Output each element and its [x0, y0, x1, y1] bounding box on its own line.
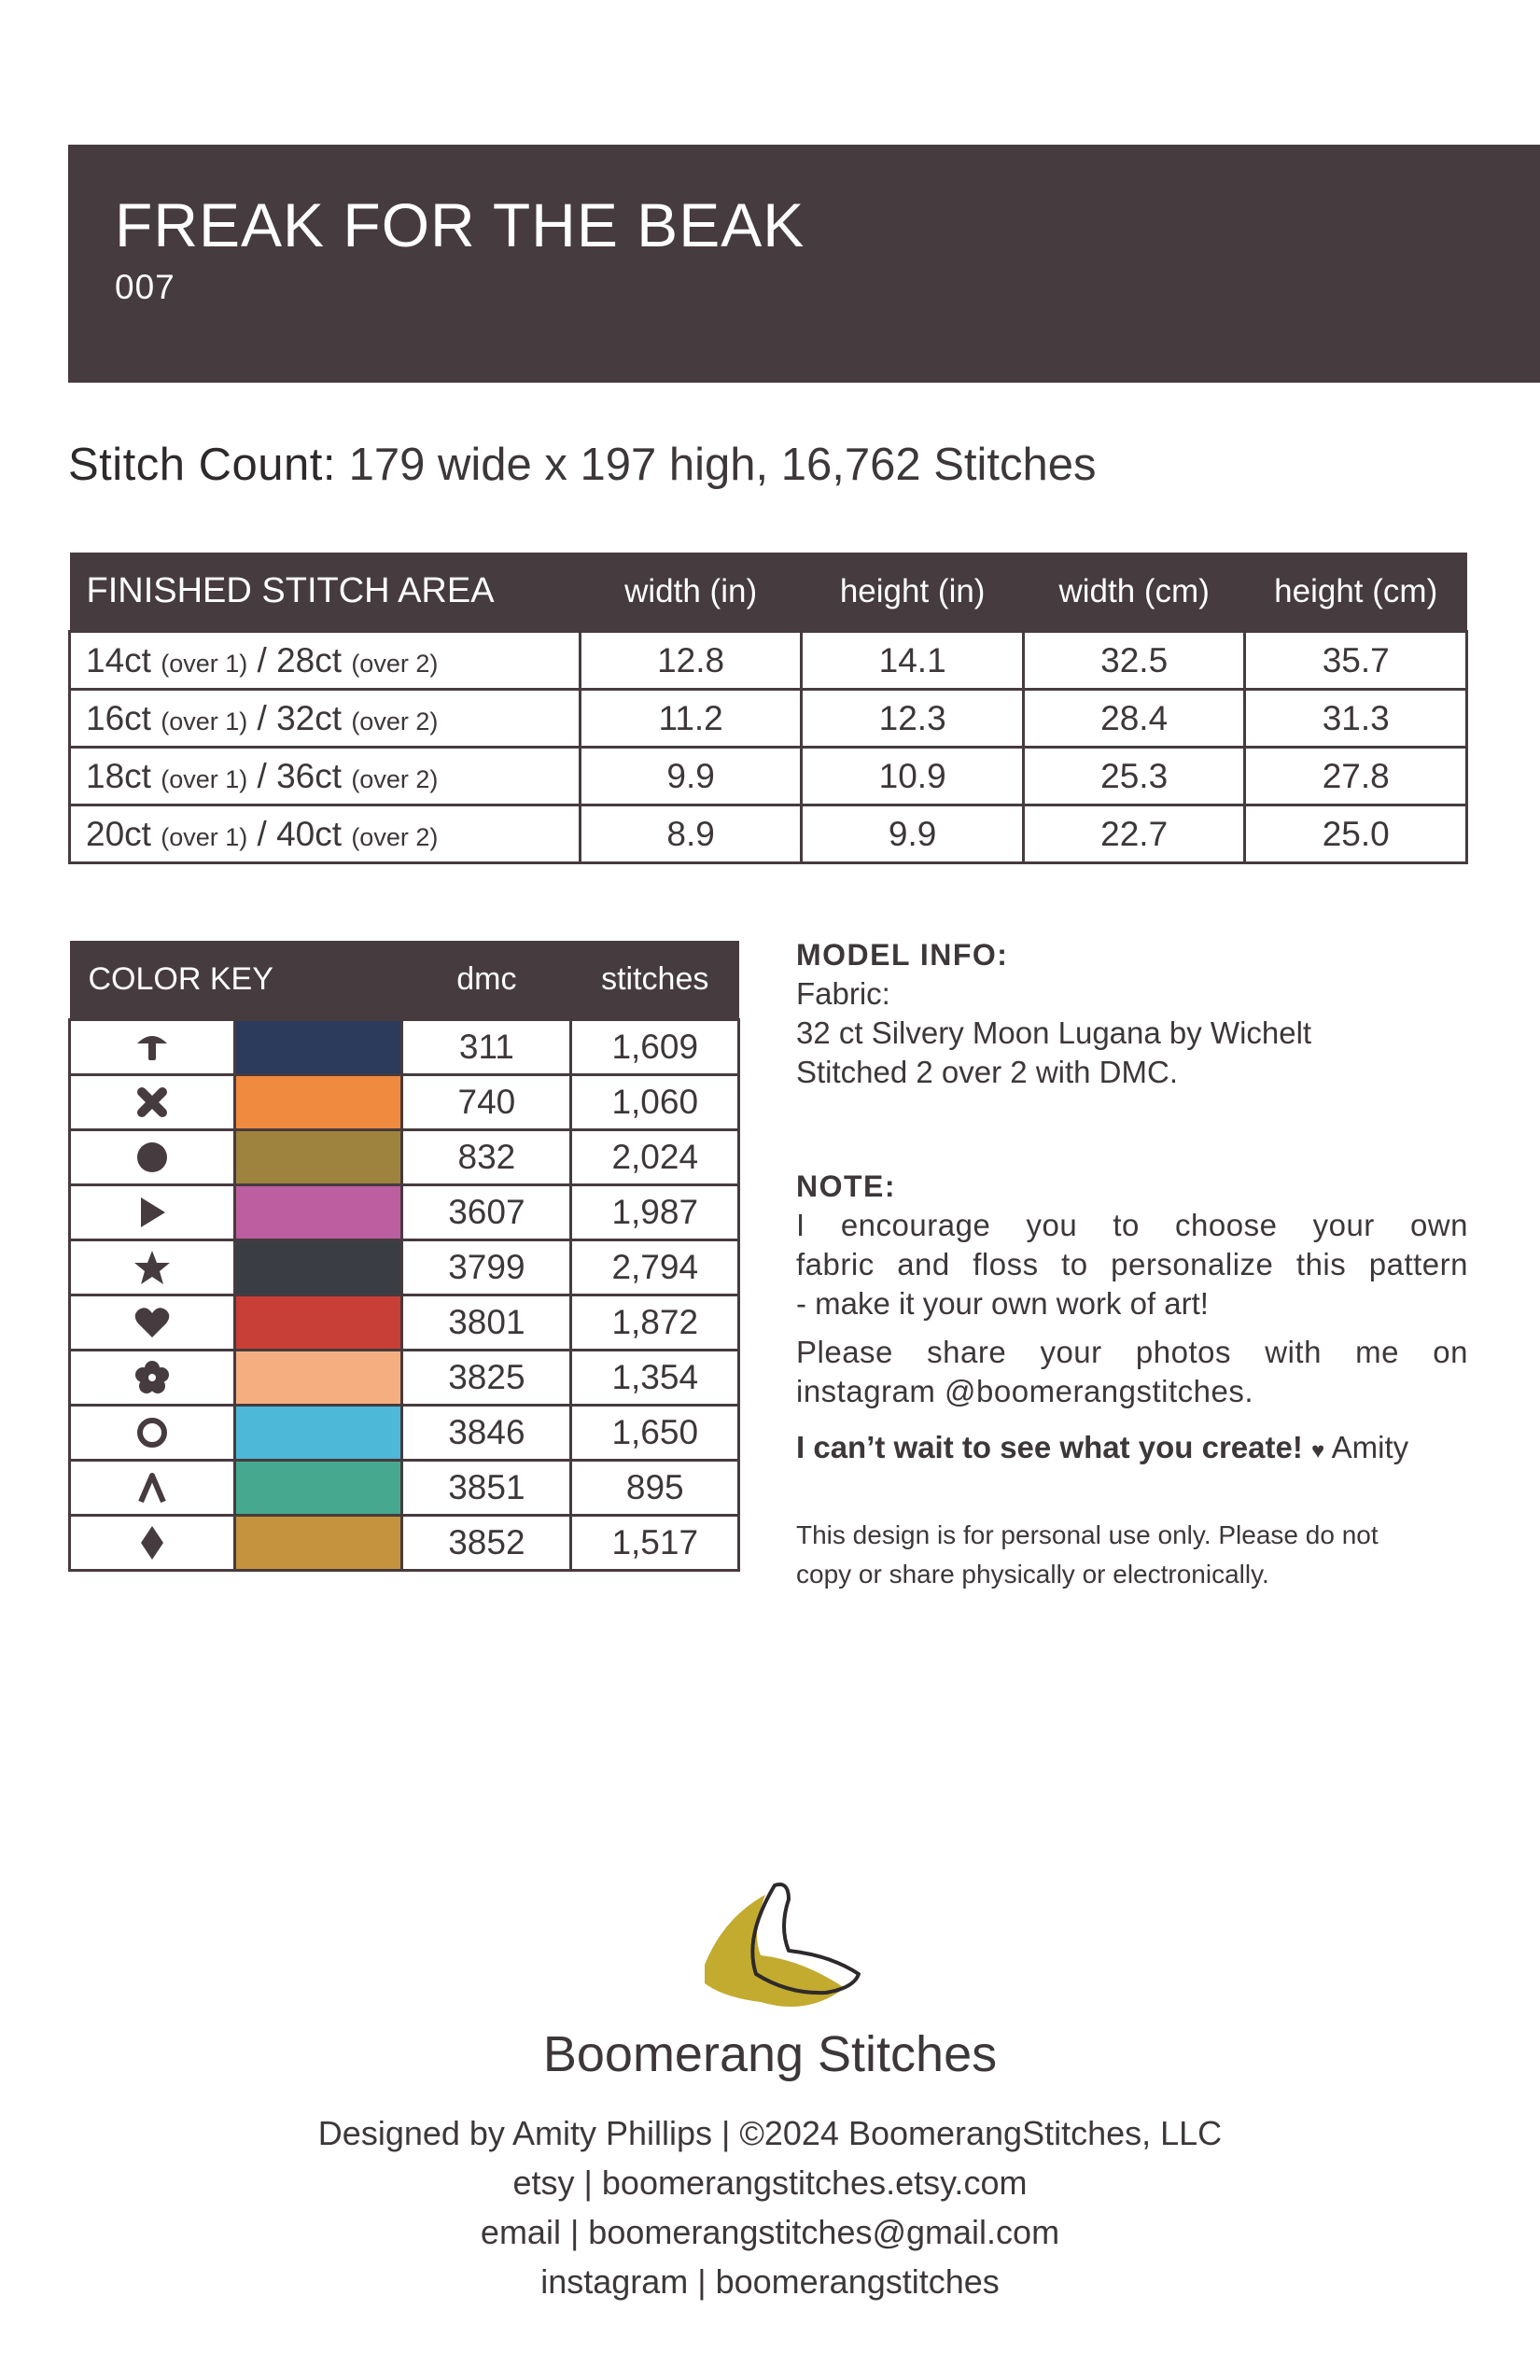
dmc-cell: 3852 — [402, 1516, 571, 1571]
fabric-line: 32 ct Silvery Moon Lugana by Wichelt — [796, 1015, 1312, 1050]
column-header: COLOR KEY — [70, 941, 402, 1020]
table-row — [70, 1351, 739, 1406]
width-cm-cell: 22.7 — [1023, 805, 1245, 863]
caret-up-icon — [70, 1461, 235, 1516]
column-header: stitches — [571, 941, 739, 1020]
pattern-title: FREAK FOR THE BEAK — [115, 190, 805, 259]
table-row — [70, 632, 1467, 690]
color-swatch — [235, 1461, 402, 1516]
note-line: fabric and floss to personalize this pattern — [796, 1247, 1468, 1281]
stitches-cell: 1,060 — [571, 1075, 739, 1130]
over-note: (over 1) — [161, 649, 248, 678]
ct-value: 14ct — [86, 640, 151, 679]
dmc-cell: 3799 — [402, 1240, 571, 1295]
info-column — [796, 935, 1468, 1594]
table-row — [70, 1240, 739, 1295]
height-cm-cell: 27.8 — [1245, 748, 1467, 805]
separator: / — [247, 698, 277, 737]
height-in-cell: 9.9 — [802, 805, 1024, 863]
ring-icon — [70, 1406, 235, 1461]
column-header: dmc — [402, 941, 571, 1020]
diamond-icon — [70, 1516, 235, 1571]
ct-value: 16ct — [86, 698, 151, 737]
over-note: (over 2) — [351, 649, 439, 678]
height-cm-cell: 31.3 — [1245, 690, 1467, 748]
swatch-fill — [236, 1131, 400, 1183]
cross-icon — [70, 1075, 235, 1130]
brand-name: Boomerang Stitches — [542, 2026, 998, 2082]
color-swatch — [235, 1240, 402, 1295]
table-header-row — [70, 941, 739, 1020]
stitches-cell: 1,650 — [571, 1406, 739, 1461]
closing-bold: I can’t wait to see what you create! — [796, 1430, 1303, 1464]
column-header: height (in) — [802, 553, 1024, 632]
note-heading: NOTE: — [796, 1169, 897, 1203]
ct-value: 40ct — [276, 814, 343, 853]
table-row — [70, 690, 1467, 748]
stitched-line: Stitched 2 over 2 with DMC. — [796, 1055, 1178, 1089]
dmc-cell: 740 — [402, 1075, 571, 1130]
share-line: instagram @boomerangstitches. — [796, 1374, 1254, 1408]
width-cm-cell: 32.5 — [1023, 632, 1245, 690]
stitches-cell: 1,354 — [571, 1351, 739, 1406]
color-swatch — [235, 1406, 402, 1461]
height-cm-cell: 35.7 — [1245, 632, 1467, 690]
table-row — [70, 1516, 739, 1571]
height-in-cell: 14.1 — [802, 632, 1024, 690]
width-cm-cell: 25.3 — [1023, 748, 1245, 805]
stitches-cell: 1,517 — [571, 1516, 739, 1571]
closing-line — [796, 1428, 1468, 1471]
column-header: height (cm) — [1245, 553, 1467, 632]
heart-icon — [70, 1295, 235, 1351]
dmc-cell: 3825 — [402, 1351, 571, 1406]
swatch-fill — [236, 1241, 400, 1294]
stitches-cell: 2,024 — [571, 1130, 739, 1185]
swatch-fill — [236, 1351, 400, 1404]
color-swatch — [235, 1130, 402, 1185]
color-swatch — [235, 1295, 402, 1351]
stitch-count — [68, 439, 1097, 491]
swatch-fill — [236, 1021, 400, 1073]
column-header: FINISHED STITCH AREA — [70, 553, 581, 632]
width-in-cell: 12.8 — [580, 632, 802, 690]
stitches-cell: 2,794 — [571, 1240, 739, 1295]
signature-name: Amity — [1331, 1430, 1409, 1464]
ct-value: 20ct — [86, 814, 151, 853]
swatch-fill — [236, 1186, 400, 1239]
dmc-cell: 3851 — [402, 1461, 571, 1516]
height-in-cell: 10.9 — [802, 748, 1024, 805]
mushroom-icon — [70, 1020, 235, 1075]
circle-icon — [70, 1130, 235, 1185]
color-swatch — [235, 1351, 402, 1406]
column-header: width (cm) — [1023, 553, 1245, 632]
color-key-table — [68, 941, 740, 1572]
over-note: (over 2) — [351, 707, 439, 735]
height-cm-cell: 25.0 — [1245, 805, 1467, 863]
table-row — [70, 1075, 739, 1130]
stitches-cell: 1,609 — [571, 1020, 739, 1075]
fabric-count-cell — [70, 690, 581, 748]
over-note: (over 1) — [161, 707, 248, 735]
height-in-cell: 12.3 — [802, 690, 1024, 748]
ct-value: 36ct — [276, 756, 343, 795]
fabric-count-cell — [70, 748, 581, 805]
width-in-cell: 9.9 — [580, 748, 802, 805]
flower-icon — [70, 1351, 235, 1406]
table-row — [70, 1020, 739, 1075]
instagram-link: instagram | boomerangstitches — [540, 2262, 1000, 2301]
dmc-cell: 3607 — [402, 1185, 571, 1240]
title-banner — [68, 145, 1540, 383]
separator: / — [247, 814, 277, 853]
note-line: - make it your own work of art! — [796, 1286, 1209, 1321]
fabric-count-cell — [70, 805, 581, 863]
color-swatch — [235, 1516, 402, 1571]
stitches-cell: 895 — [571, 1461, 739, 1516]
column-header: width (in) — [580, 553, 802, 632]
dmc-cell: 832 — [402, 1130, 571, 1185]
table-row — [70, 1130, 739, 1185]
pattern-number: 007 — [115, 268, 175, 306]
width-in-cell: 11.2 — [580, 690, 802, 748]
swatch-fill — [236, 1076, 400, 1128]
star-icon — [70, 1240, 235, 1295]
finished-stitch-area-table — [68, 553, 1468, 864]
table-row — [70, 1185, 739, 1240]
table-header-row — [70, 553, 1467, 632]
separator: / — [247, 640, 277, 679]
swatch-fill — [236, 1296, 400, 1349]
table-row — [70, 748, 1467, 805]
table-row — [70, 1406, 739, 1461]
stitch-count-value: 179 wide x 197 high, 16,762 Stitches — [348, 440, 1097, 490]
ct-value: 32ct — [276, 698, 343, 737]
share-line: Please share your photos with me on — [796, 1335, 1468, 1369]
stitches-cell: 1,872 — [571, 1295, 739, 1351]
dmc-cell: 3846 — [402, 1406, 571, 1461]
dmc-cell: 311 — [402, 1020, 571, 1075]
fabric-label: Fabric: — [796, 976, 890, 1011]
separator: / — [247, 756, 277, 795]
stitches-cell: 1,987 — [571, 1185, 739, 1240]
swatch-fill — [236, 1517, 400, 1569]
width-in-cell: 8.9 — [580, 805, 802, 863]
color-swatch — [235, 1020, 402, 1075]
over-note: (over 2) — [351, 764, 439, 793]
table-row — [70, 1295, 739, 1351]
disclaimer-line: This design is for personal use only. Please do not — [796, 1520, 1379, 1549]
over-note: (over 1) — [161, 764, 248, 793]
ct-value: 18ct — [86, 756, 151, 795]
color-swatch — [235, 1185, 402, 1240]
table-row — [70, 1461, 739, 1516]
model-info-heading: MODEL INFO: — [796, 938, 1009, 972]
fabric-count-cell — [70, 632, 581, 690]
ct-value: 28ct — [276, 640, 343, 679]
boomerang-logo-icon — [686, 1881, 863, 2021]
width-cm-cell: 28.4 — [1023, 690, 1245, 748]
swatch-fill — [236, 1462, 400, 1514]
swatch-fill — [236, 1407, 400, 1459]
over-note: (over 2) — [351, 822, 439, 851]
note-line: I encourage you to choose your own — [796, 1208, 1468, 1242]
heart-icon: ♥ — [1311, 1438, 1325, 1463]
designer-credit: Designed by Amity Phillips | ©2024 BoomerangStitches, LLC — [317, 2114, 1223, 2152]
table-row — [70, 805, 1467, 863]
etsy-link: etsy | boomerangstitches.etsy.com — [512, 2163, 1028, 2202]
over-note: (over 1) — [161, 822, 248, 851]
triangle-right-icon — [70, 1185, 235, 1240]
disclaimer-line: copy or share physically or electronically. — [796, 1560, 1269, 1589]
stitch-count-label: Stitch Count: — [68, 440, 337, 490]
color-swatch — [235, 1075, 402, 1130]
dmc-cell: 3801 — [402, 1295, 571, 1351]
email-link: email | boomerangstitches@gmail.com — [480, 2213, 1060, 2251]
